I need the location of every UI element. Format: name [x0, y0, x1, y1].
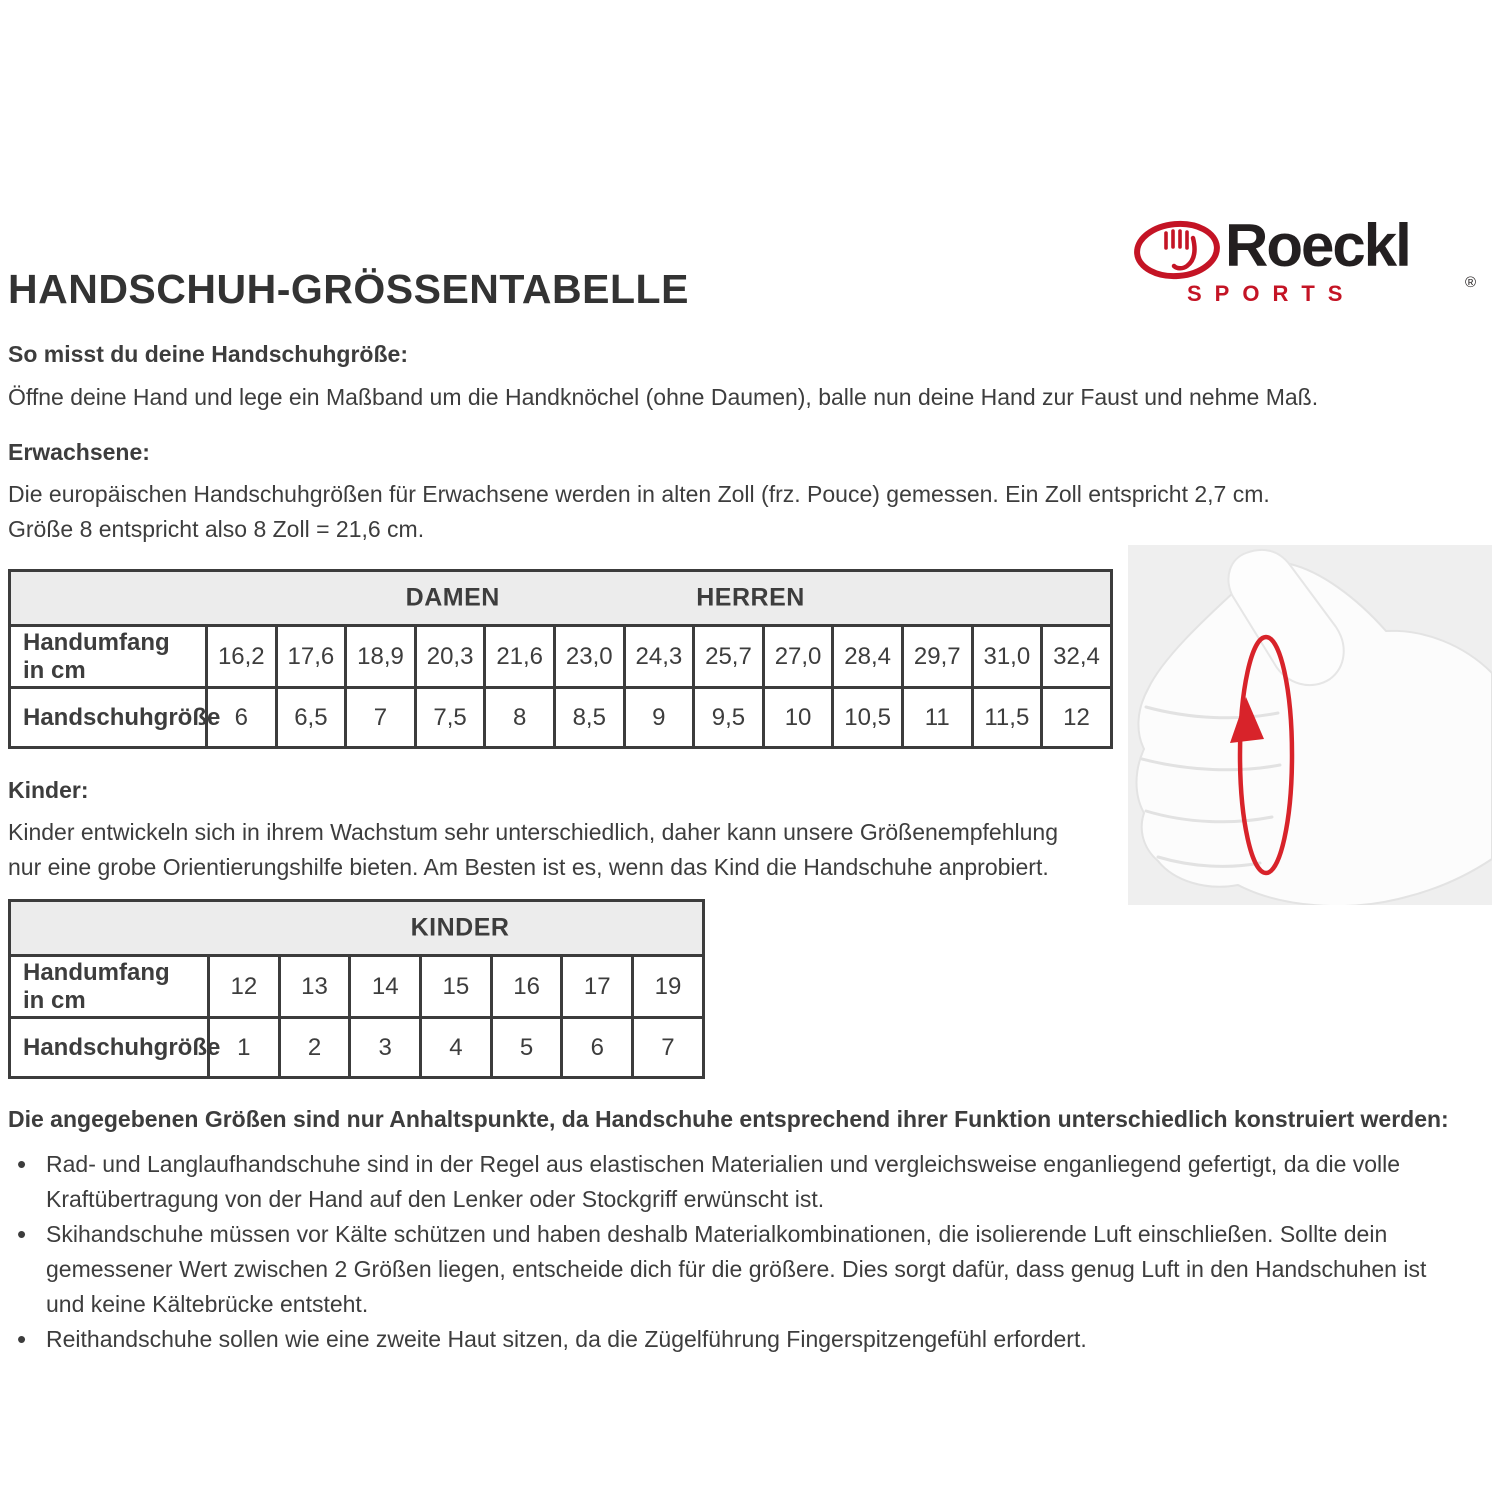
adults-text-line1: Die europäischen Handschuhgrößen für Erwachsene werden in alten Zoll (frz. Pouce) gemessen. Ein Zoll entspricht 2,7 cm.: [8, 481, 1270, 507]
circumference-cell: 20,3: [415, 626, 485, 688]
adults-text-line2: Größe 8 entspricht also 8 Zoll = 21,6 cm.: [8, 516, 425, 542]
notes-heading: Die angegebenen Größen sind nur Anhaltspunkte, da Handschuhe entsprechend ihrer Funktion unterschiedlich konstruiert werden:: [8, 1106, 1449, 1132]
circumference-cell: 13: [279, 956, 350, 1018]
circumference-cell: 17: [562, 956, 633, 1018]
circumference-cell: 28,4: [833, 626, 903, 688]
intro-text: Öffne deine Hand und lege ein Maßband um die Handknöchel (ohne Daumen), balle nun deine Hand zur Faust und nehme Maß.: [8, 384, 1319, 410]
size-cell: 7: [633, 1018, 704, 1078]
size-cell: 6,5: [276, 688, 346, 748]
circumference-cell: 19: [633, 956, 704, 1018]
size-cell: 10,5: [833, 688, 903, 748]
intro-heading: So misst du deine Handschuhgröße:: [8, 341, 408, 367]
damen-group-header: DAMEN: [405, 583, 500, 612]
adults-heading: Erwachsene:: [8, 439, 150, 465]
circumference-cell: 15: [421, 956, 492, 1018]
size-cell: 4: [421, 1018, 492, 1078]
roeckl-logo: [1133, 212, 1478, 314]
logo-brand-text: Roeckl: [1225, 212, 1410, 279]
size-cell: 7: [346, 688, 416, 748]
size-cell: 9: [624, 688, 694, 748]
note-bullet-item: • Rad- und Langlaufhandschuhe sind in der Regel aus elastischen Materialien und vergleichsweise enganliegend gefertigt, da die volle Kraftübertragung von der Hand auf den Lenker oder Stockgriff erwünscht ist.: [8, 1147, 1470, 1217]
circumference-cell: 27,0: [763, 626, 833, 688]
glove-size-row-label: Handschuhgröße: [10, 688, 207, 748]
size-cell: 5: [491, 1018, 562, 1078]
table-row: [10, 901, 704, 956]
hand-measurement-figure: [1128, 545, 1492, 905]
glove-size-row-label: Handschuhgröße: [10, 1018, 209, 1078]
kids-text-line2: nur eine grobe Orientierungshilfe bieten. Am Besten ist es, wenn das Kind die Handschuhe anprobiert.: [8, 854, 1049, 880]
size-cell: 9,5: [694, 688, 764, 748]
circumference-cell: 25,7: [694, 626, 764, 688]
registered-trademark-icon: ®: [1464, 274, 1476, 291]
circumference-row-label: Handumfang in cm: [10, 956, 209, 1018]
circumference-cell: 12: [209, 956, 280, 1018]
circumference-cell: 21,6: [485, 626, 555, 688]
table-row: [10, 956, 704, 1018]
size-cell: 2: [279, 1018, 350, 1078]
circumference-cell: 32,4: [1042, 626, 1112, 688]
circumference-cell: 29,7: [902, 626, 972, 688]
table-row: [10, 571, 1112, 626]
size-cell: 12: [1042, 688, 1112, 748]
size-cell: 7,5: [415, 688, 485, 748]
table-row: [10, 688, 1112, 748]
circumference-cell: 23,0: [554, 626, 624, 688]
note-bullet-item: • Skihandschuhe müssen vor Kälte schützen und haben deshalb Materialkombinationen, die isolierende Luft einschließen. Sollte dein gemessener Wert zwischen 2 Größen liegen, entscheide dich für die größere. Dies sorgt dafür, dass genug Luft in den Handschuhen ist und keine Kältebrücke entsteht.: [8, 1217, 1470, 1322]
adults-size-table: [8, 569, 1113, 749]
group-header-cell: [10, 571, 1112, 626]
size-cell: 11,5: [972, 688, 1042, 748]
circumference-cell: 18,9: [346, 626, 416, 688]
table-row: [10, 626, 1112, 688]
table-row: [10, 1018, 704, 1078]
size-cell: 10: [763, 688, 833, 748]
circumference-row-label: Handumfang in cm: [10, 626, 207, 688]
kids-text-line1: Kinder entwickeln sich in ihrem Wachstum sehr unterschiedlich, daher kann unsere Größenempfehlung: [8, 819, 1059, 845]
circumference-cell: 16: [491, 956, 562, 1018]
size-cell: 6: [562, 1018, 633, 1078]
circumference-cell: 24,3: [624, 626, 694, 688]
size-cell: 8,5: [554, 688, 624, 748]
notes-list: [8, 1147, 1470, 1357]
roeckl-glove-icon: [1133, 220, 1221, 280]
circumference-cell: 31,0: [972, 626, 1042, 688]
size-cell: 11: [902, 688, 972, 748]
size-cell: 8: [485, 688, 555, 748]
circumference-cell: 14: [350, 956, 421, 1018]
herren-group-header: HERREN: [696, 583, 805, 612]
size-cell: 6: [207, 688, 277, 748]
group-header-cell: [10, 901, 704, 956]
size-cell: 3: [350, 1018, 421, 1078]
kids-heading: Kinder:: [8, 777, 89, 803]
page-title: HANDSCHUH-GRÖSSENTABELLE: [8, 266, 689, 312]
circumference-cell: 16,2: [207, 626, 277, 688]
circumference-cell: 17,6: [276, 626, 346, 688]
note-bullet-item: • Reithandschuhe sollen wie eine zweite Haut sitzen, da die Zügelführung Fingerspitzengefühl erfordert.: [8, 1322, 1470, 1357]
kids-size-table: [8, 899, 705, 1079]
size-cell: 1: [209, 1018, 280, 1078]
adults-text: [8, 477, 1480, 547]
kinder-group-header: KINDER: [410, 913, 510, 942]
logo-sports-text: SPORTS: [1187, 281, 1356, 306]
